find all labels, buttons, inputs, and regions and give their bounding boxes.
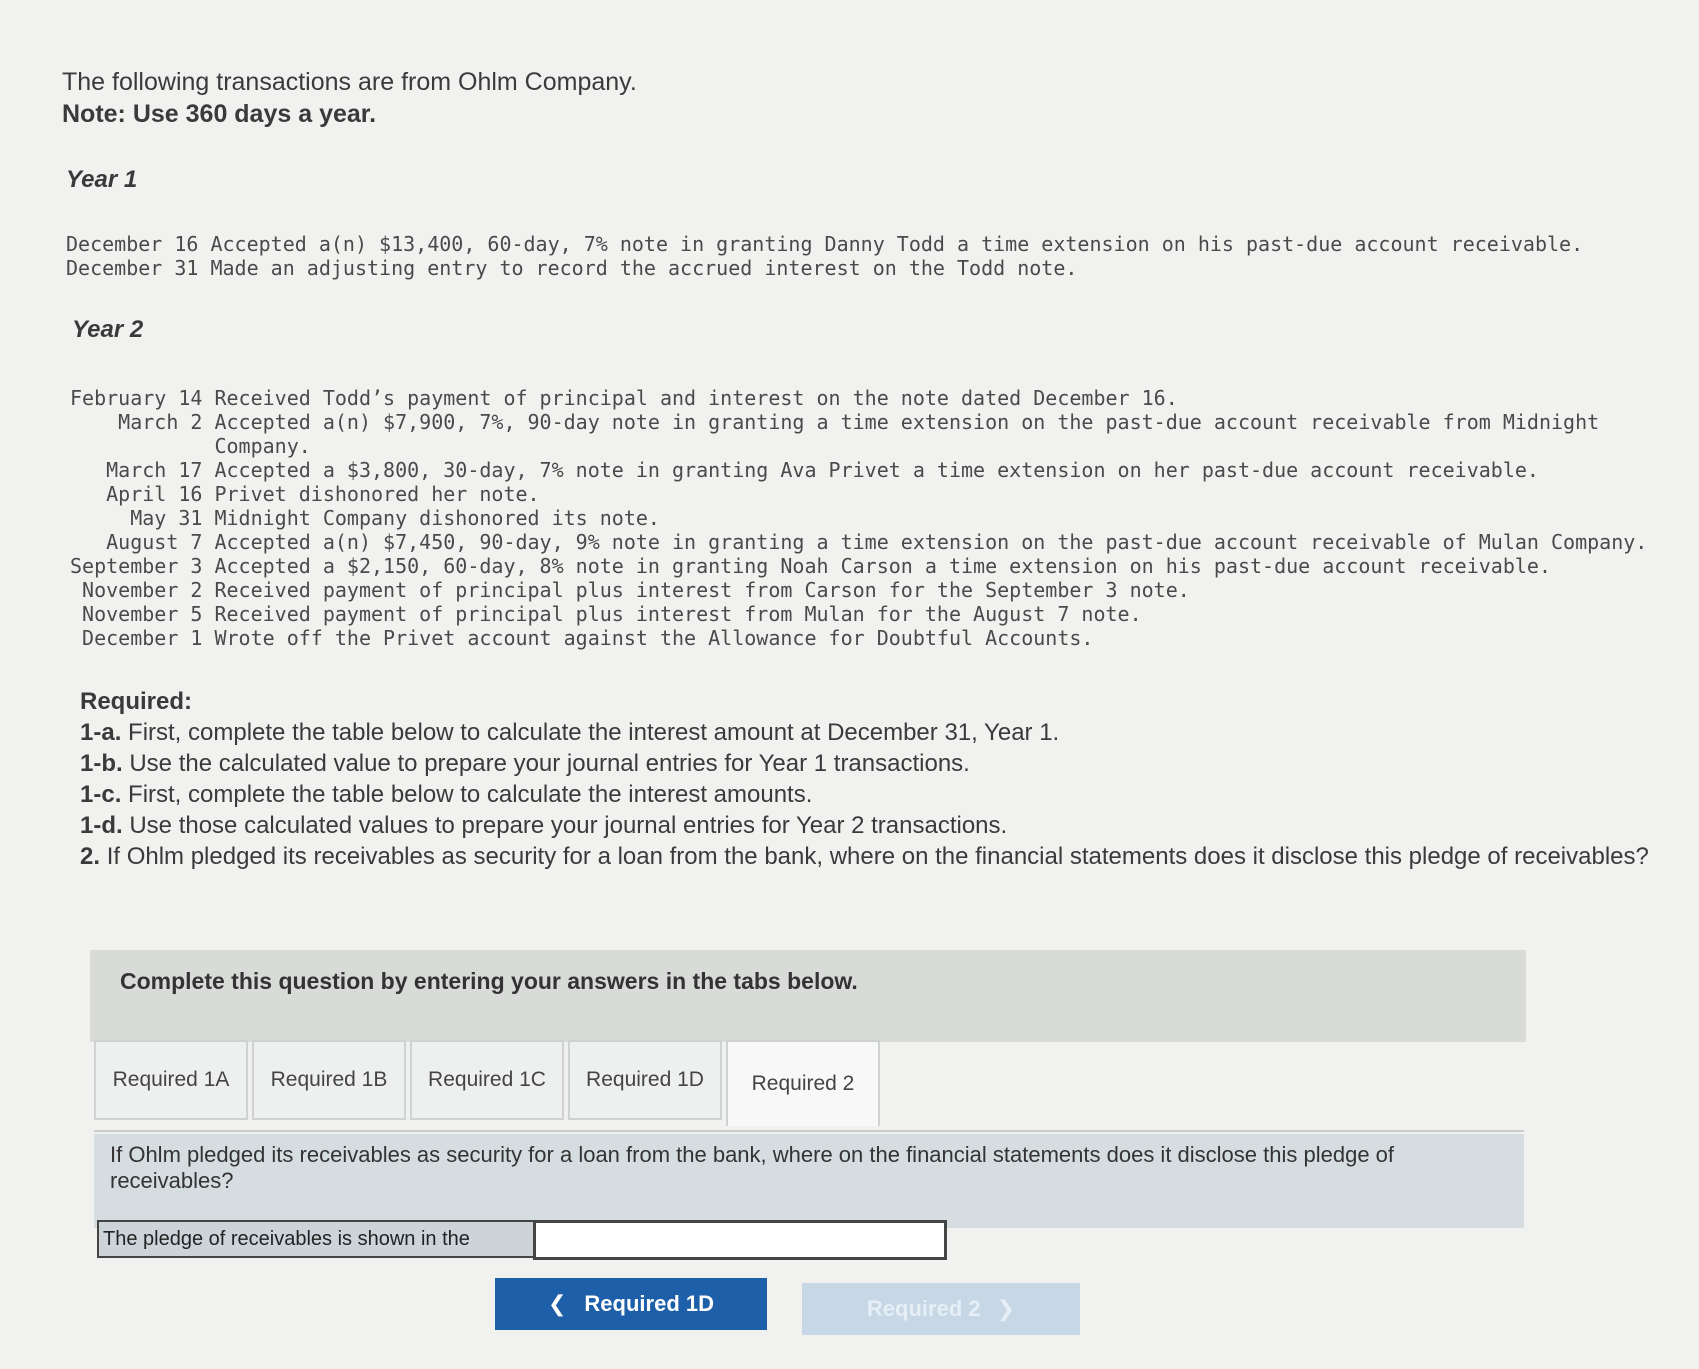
transaction-text: Received payment of principal plus interest from Carson for the September 3 note. <box>214 578 1190 602</box>
year2-transactions <box>70 386 1650 650</box>
transaction-text: Wrote off the Privet account against the Allowance for Doubtful Accounts. <box>214 626 1094 650</box>
transaction-row <box>70 578 1650 602</box>
required-item-text: Use the calculated value to prepare your journal entries for Year 1 transactions. <box>129 750 970 777</box>
required-item-number: 1-b. <box>80 750 123 777</box>
tab-divider <box>94 1130 1524 1132</box>
transaction-date: August 7 <box>106 530 203 554</box>
transaction-date: December 16 <box>66 232 199 256</box>
transaction-date: May 31 <box>130 506 203 530</box>
answer-input[interactable] <box>533 1220 947 1260</box>
transaction-text: Accepted a(n) $7,450, 90-day, 9% note in granting a time extension on the past-due account receivable of Mulan Company. <box>214 530 1648 554</box>
transaction-date: March 2 <box>118 410 203 434</box>
required-item-text: Use those calculated values to prepare your journal entries for Year 2 transactions. <box>129 812 1008 839</box>
required-item <box>80 717 1660 748</box>
tab-required-1a[interactable]: Required 1A <box>94 1040 248 1120</box>
chevron-left-icon: ❮ <box>547 1291 567 1316</box>
required-item-text: First, complete the table below to calculate the interest amounts. <box>128 781 813 808</box>
required-item-text: First, complete the table below to calculate the interest amount at December 31, Year 1. <box>128 719 1060 746</box>
transaction-text: Accepted a $2,150, 60-day, 8% note in granting Noah Carson a time extension on his past-due account receivable. <box>214 554 1552 578</box>
transaction-text: Received Todd’s payment of principal and interest on the note dated December 16. <box>214 386 1178 410</box>
transaction-row <box>70 530 1650 554</box>
tab-required-1d[interactable]: Required 1D <box>568 1040 722 1120</box>
required-item-number: 1-a. <box>80 719 122 746</box>
year2-label: Year 2 <box>72 316 144 343</box>
prev-tab-button[interactable] <box>495 1278 767 1330</box>
answer-label: The pledge of receivables is shown in the <box>97 1220 533 1258</box>
note-text: Note: Use 360 days a year. <box>62 100 377 128</box>
transaction-row <box>66 232 1583 256</box>
transaction-date: September 3 <box>70 554 203 578</box>
instructions-banner <box>90 950 1526 1042</box>
transaction-date: November 5 <box>82 602 203 626</box>
required-item-number: 2. <box>80 843 101 870</box>
transaction-date: December 31 <box>66 256 199 280</box>
transaction-date: February 14 <box>70 386 203 410</box>
tab-required-1b[interactable]: Required 1B <box>252 1040 406 1120</box>
transaction-row <box>70 506 1650 530</box>
year1-label: Year 1 <box>66 166 138 193</box>
transaction-row <box>70 458 1650 482</box>
prev-tab-label: Required 1D <box>584 1291 715 1316</box>
transaction-date: November 2 <box>82 578 203 602</box>
tab-required-2[interactable]: Required 2 <box>726 1040 880 1126</box>
required-heading: Required: <box>80 688 193 715</box>
transaction-text: Privet dishonored her note. <box>214 482 540 506</box>
transaction-row <box>66 256 1583 280</box>
transaction-date: December 1 <box>82 626 203 650</box>
transaction-text: Midnight Company dishonored its note. <box>214 506 660 530</box>
transaction-row <box>70 386 1650 410</box>
transaction-row <box>70 602 1650 626</box>
transaction-text: Received payment of principal plus interest from Mulan for the August 7 note. <box>214 602 1142 626</box>
transaction-row <box>70 554 1650 578</box>
next-tab-button[interactable] <box>802 1283 1080 1335</box>
required-item-text: If Ohlm pledged its receivables as security for a loan from the bank, where on the financial statements does it disclose this pledge of receivables? <box>106 843 1649 870</box>
instructions-text: Complete this question by entering your answers in the tabs below. <box>120 968 858 994</box>
next-tab-label: Required 2 <box>866 1296 981 1321</box>
question-text: If Ohlm pledged its receivables as security for a loan from the bank, where on the financial statements does it disclose this pledge of receivables? <box>110 1142 1395 1193</box>
tab-required-1c[interactable]: Required 1C <box>410 1040 564 1120</box>
required-item <box>80 779 1660 810</box>
transaction-date: April 16 <box>106 482 203 506</box>
required-item <box>80 748 1660 779</box>
transaction-row <box>70 482 1650 506</box>
required-section <box>80 686 1660 872</box>
transaction-row <box>70 626 1650 650</box>
required-item-number: 1-d. <box>80 812 123 839</box>
required-item <box>80 841 1660 872</box>
tab-bar <box>94 1040 884 1130</box>
transaction-text: Accepted a $3,800, 30-day, 7% note in granting Ava Privet a time extension on her past-due account receivable. <box>214 458 1539 482</box>
year1-transactions <box>66 232 1583 280</box>
transaction-text: Made an adjusting entry to record the accrued interest on the Todd note. <box>210 256 1078 280</box>
transaction-row <box>70 410 1650 458</box>
chevron-right-icon: ❯ <box>996 1296 1016 1321</box>
question-panel <box>94 1134 1524 1228</box>
transaction-text: Accepted a(n) $7,900, 7%, 90-day note in granting a time extension on the past-due account receivable from Midnight Company. <box>214 410 1600 458</box>
required-item-number: 1-c. <box>80 781 122 808</box>
required-item <box>80 810 1660 841</box>
transaction-date: March 17 <box>106 458 203 482</box>
intro <box>62 66 637 130</box>
intro-text: The following transactions are from Ohlm Company. <box>62 68 637 96</box>
transaction-text: Accepted a(n) $13,400, 60-day, 7% note in granting Danny Todd a time extension on his past-due account receivable. <box>210 232 1584 256</box>
